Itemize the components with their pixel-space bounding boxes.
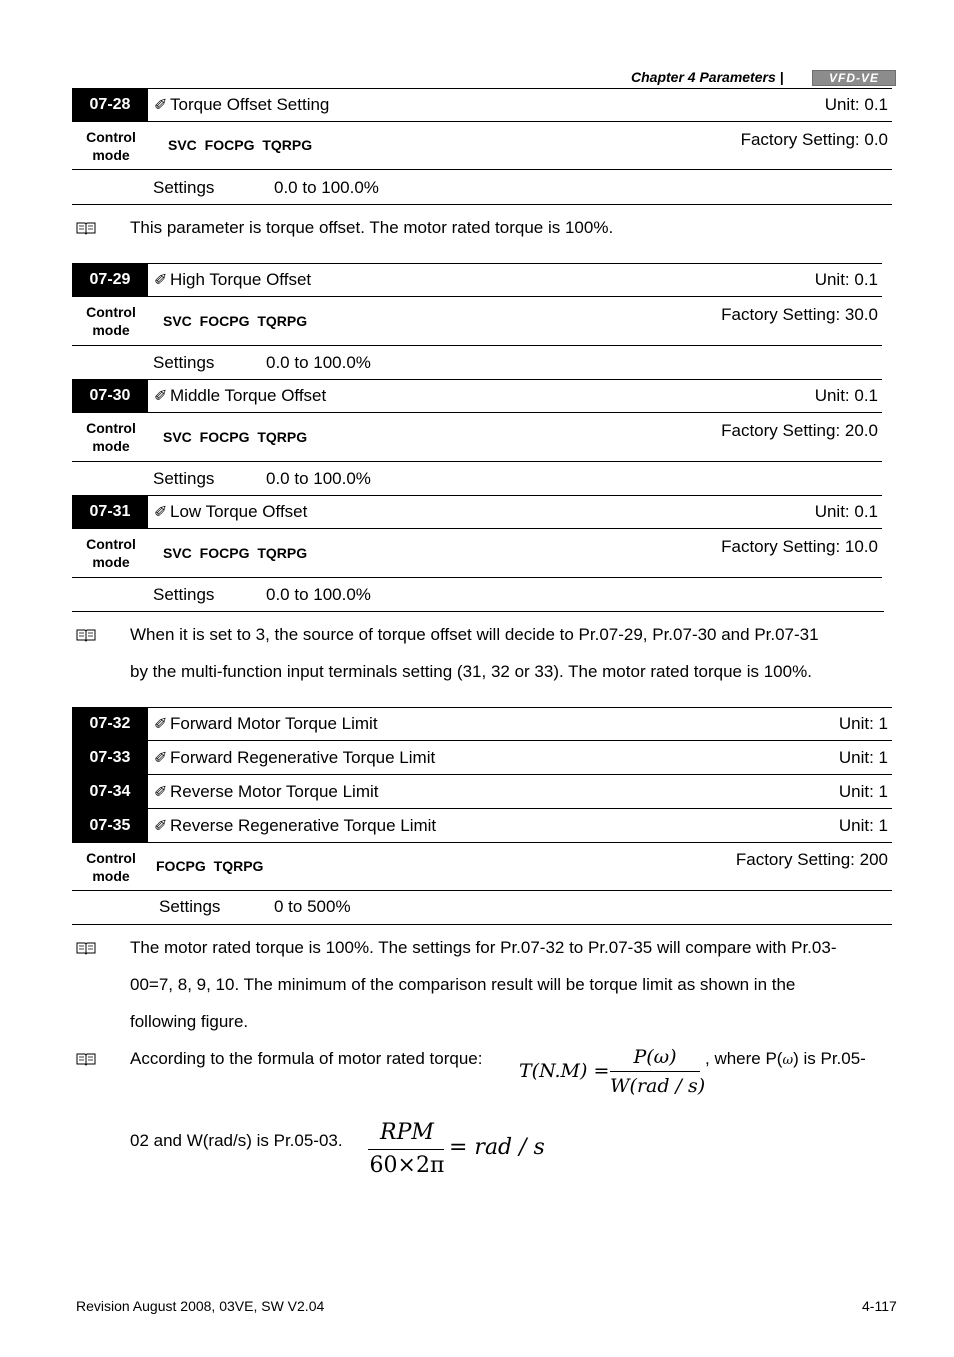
control-mode-label: Control mode xyxy=(86,850,136,884)
note-text-line2: 02 and W(rad/s) is Pr.05-03. xyxy=(130,1131,343,1150)
factory-setting: Factory Setting: 0.0 xyxy=(740,130,888,149)
formula2-rhs: = rad / s xyxy=(449,1135,545,1160)
control-mode-label: Control mode xyxy=(86,420,136,454)
param-07-30 xyxy=(72,379,882,496)
note-text-suffix xyxy=(705,1040,866,1079)
open-book-icon xyxy=(76,1052,96,1066)
vfd-ve-logo: VFD-VE xyxy=(812,70,896,86)
settings-row xyxy=(72,891,892,925)
open-book-icon xyxy=(76,221,96,235)
formula-lhs: T(N.M) = xyxy=(519,1060,610,1082)
settings-row xyxy=(72,578,884,612)
fraction-bar xyxy=(368,1149,444,1150)
param-name: Reverse Regenerative Torque Limit xyxy=(170,815,437,835)
control-mode-row xyxy=(72,122,892,170)
param-name: Torque Offset Setting xyxy=(170,95,330,114)
edit-pen-icon: ✐ xyxy=(154,388,168,405)
factory-setting: Factory Setting: 10.0 xyxy=(721,537,878,556)
param-code: 07-35 xyxy=(72,809,148,843)
factory-setting: Factory Setting: 30.0 xyxy=(721,305,878,324)
param-07-28 xyxy=(72,88,892,205)
control-mode-row xyxy=(72,297,882,346)
param-code: 07-28 xyxy=(72,88,148,122)
control-modes: SVC FOCPG TQRPG xyxy=(163,313,308,329)
param-unit: Unit: 0.1 xyxy=(824,95,888,114)
formula2-numerator: RPM xyxy=(380,1120,434,1145)
settings-row xyxy=(72,346,882,380)
note-text-line1: When it is set to 3, the source of torque offset will decide to Pr.07-29, Pr.07-30 and Pr.07-31 xyxy=(130,625,819,644)
fraction-bar xyxy=(610,1071,700,1072)
control-mode-label: Control mode xyxy=(86,129,136,163)
settings-row xyxy=(72,462,882,496)
formula-numerator: P(ω) xyxy=(633,1046,677,1068)
note-text-line1: The motor rated torque is 100%. The settings for Pr.07-32 to Pr.07-35 will compare with Pr.03- xyxy=(130,938,837,957)
param-title-row xyxy=(148,263,882,297)
omega-symbol: ω xyxy=(782,1053,794,1068)
param-unit: Unit: 0.1 xyxy=(814,386,878,405)
param-code: 07-31 xyxy=(72,495,148,529)
param-title-row xyxy=(148,707,892,741)
chapter-header: Chapter 4 Parameters | xyxy=(631,69,784,85)
control-mode-row xyxy=(72,413,882,462)
suffix-text-b: ) is Pr.05- xyxy=(793,1049,866,1068)
param-title-row xyxy=(148,495,882,529)
settings-label: Settings xyxy=(153,585,215,604)
open-book-icon xyxy=(76,628,96,642)
param-unit: Unit: 1 xyxy=(838,714,888,733)
edit-pen-icon: ✐ xyxy=(154,716,168,733)
settings-value: 0.0 to 100.0% xyxy=(274,178,379,197)
param-title-row xyxy=(148,774,892,809)
control-mode-row xyxy=(72,529,882,578)
settings-label: Settings xyxy=(153,469,215,488)
factory-setting: Factory Setting: 200 xyxy=(735,850,888,869)
param-code: 07-34 xyxy=(72,775,148,809)
settings-value: 0.0 to 100.0% xyxy=(266,585,371,604)
control-modes: SVC FOCPG TQRPG xyxy=(163,429,308,445)
control-mode-label: Control mode xyxy=(86,536,136,570)
param-unit: Unit: 0.1 xyxy=(814,502,878,521)
note-text-line2: 00=7, 8, 9, 10. The minimum of the comparison result will be torque limit as shown in the xyxy=(130,975,796,994)
param-unit: Unit: 1 xyxy=(838,747,888,767)
edit-pen-icon: ✐ xyxy=(154,783,168,801)
suffix-text-a: , where P( xyxy=(705,1049,783,1068)
param-code: 07-30 xyxy=(72,379,148,413)
edit-pen-icon: ✐ xyxy=(154,817,168,835)
edit-pen-icon: ✐ xyxy=(154,504,168,521)
param-name: Low Torque Offset xyxy=(170,502,308,521)
param-unit: Unit: 0.1 xyxy=(814,270,878,289)
edit-pen-icon: ✐ xyxy=(154,749,168,767)
control-mode-label: Control mode xyxy=(86,304,136,338)
param-name: Forward Motor Torque Limit xyxy=(170,714,378,733)
param-07-29 xyxy=(72,263,882,380)
edit-pen-icon: ✐ xyxy=(154,272,168,289)
footer-revision: Revision August 2008, 03VE, SW V2.04 xyxy=(76,1298,325,1314)
settings-value: 0.0 to 100.0% xyxy=(266,353,371,372)
control-modes: SVC FOCPG TQRPG xyxy=(163,545,308,561)
note-text-line1: According to the formula of motor rated torque: xyxy=(130,1049,483,1068)
param-name: Middle Torque Offset xyxy=(170,386,327,405)
note-text-line2: by the multi-function input terminals setting (31, 32 or 33). The motor rated torque is 100%. xyxy=(130,662,812,681)
param-code: 07-32 xyxy=(72,707,148,741)
formula2-denominator: 60×2π xyxy=(369,1153,445,1178)
param-name: High Torque Offset xyxy=(170,270,312,289)
param-title-row xyxy=(148,740,892,775)
open-book-icon xyxy=(76,941,96,955)
param-name: Forward Regenerative Torque Limit xyxy=(170,747,436,767)
param-torque-limits xyxy=(72,707,892,925)
settings-label: Settings xyxy=(159,897,221,916)
settings-value: 0.0 to 100.0% xyxy=(266,469,371,488)
param-unit: Unit: 1 xyxy=(838,781,888,801)
settings-value: 0 to 500% xyxy=(274,897,351,916)
settings-label: Settings xyxy=(153,353,215,372)
control-modes: FOCPG TQRPG xyxy=(156,858,264,874)
footer-page-number: 4-117 xyxy=(862,1298,897,1314)
param-code: 07-33 xyxy=(72,741,148,775)
control-modes: SVC FOCPG TQRPG xyxy=(168,137,313,153)
param-title-row xyxy=(148,379,882,413)
note-text-line3: following figure. xyxy=(130,1012,249,1031)
param-title-row xyxy=(148,808,892,843)
settings-row xyxy=(72,170,892,205)
settings-label: Settings xyxy=(153,178,215,197)
factory-setting: Factory Setting: 20.0 xyxy=(721,421,878,440)
note-text: This parameter is torque offset. The motor rated torque is 100%. xyxy=(130,218,614,237)
control-mode-row xyxy=(72,843,892,891)
param-title-row xyxy=(148,88,892,122)
formula-denominator: W(rad / s) xyxy=(610,1075,706,1097)
param-name: Reverse Motor Torque Limit xyxy=(170,781,379,801)
param-07-31 xyxy=(72,495,884,612)
edit-pen-icon: ✐ xyxy=(154,97,168,114)
param-code: 07-29 xyxy=(72,263,148,297)
param-unit: Unit: 1 xyxy=(838,815,888,835)
